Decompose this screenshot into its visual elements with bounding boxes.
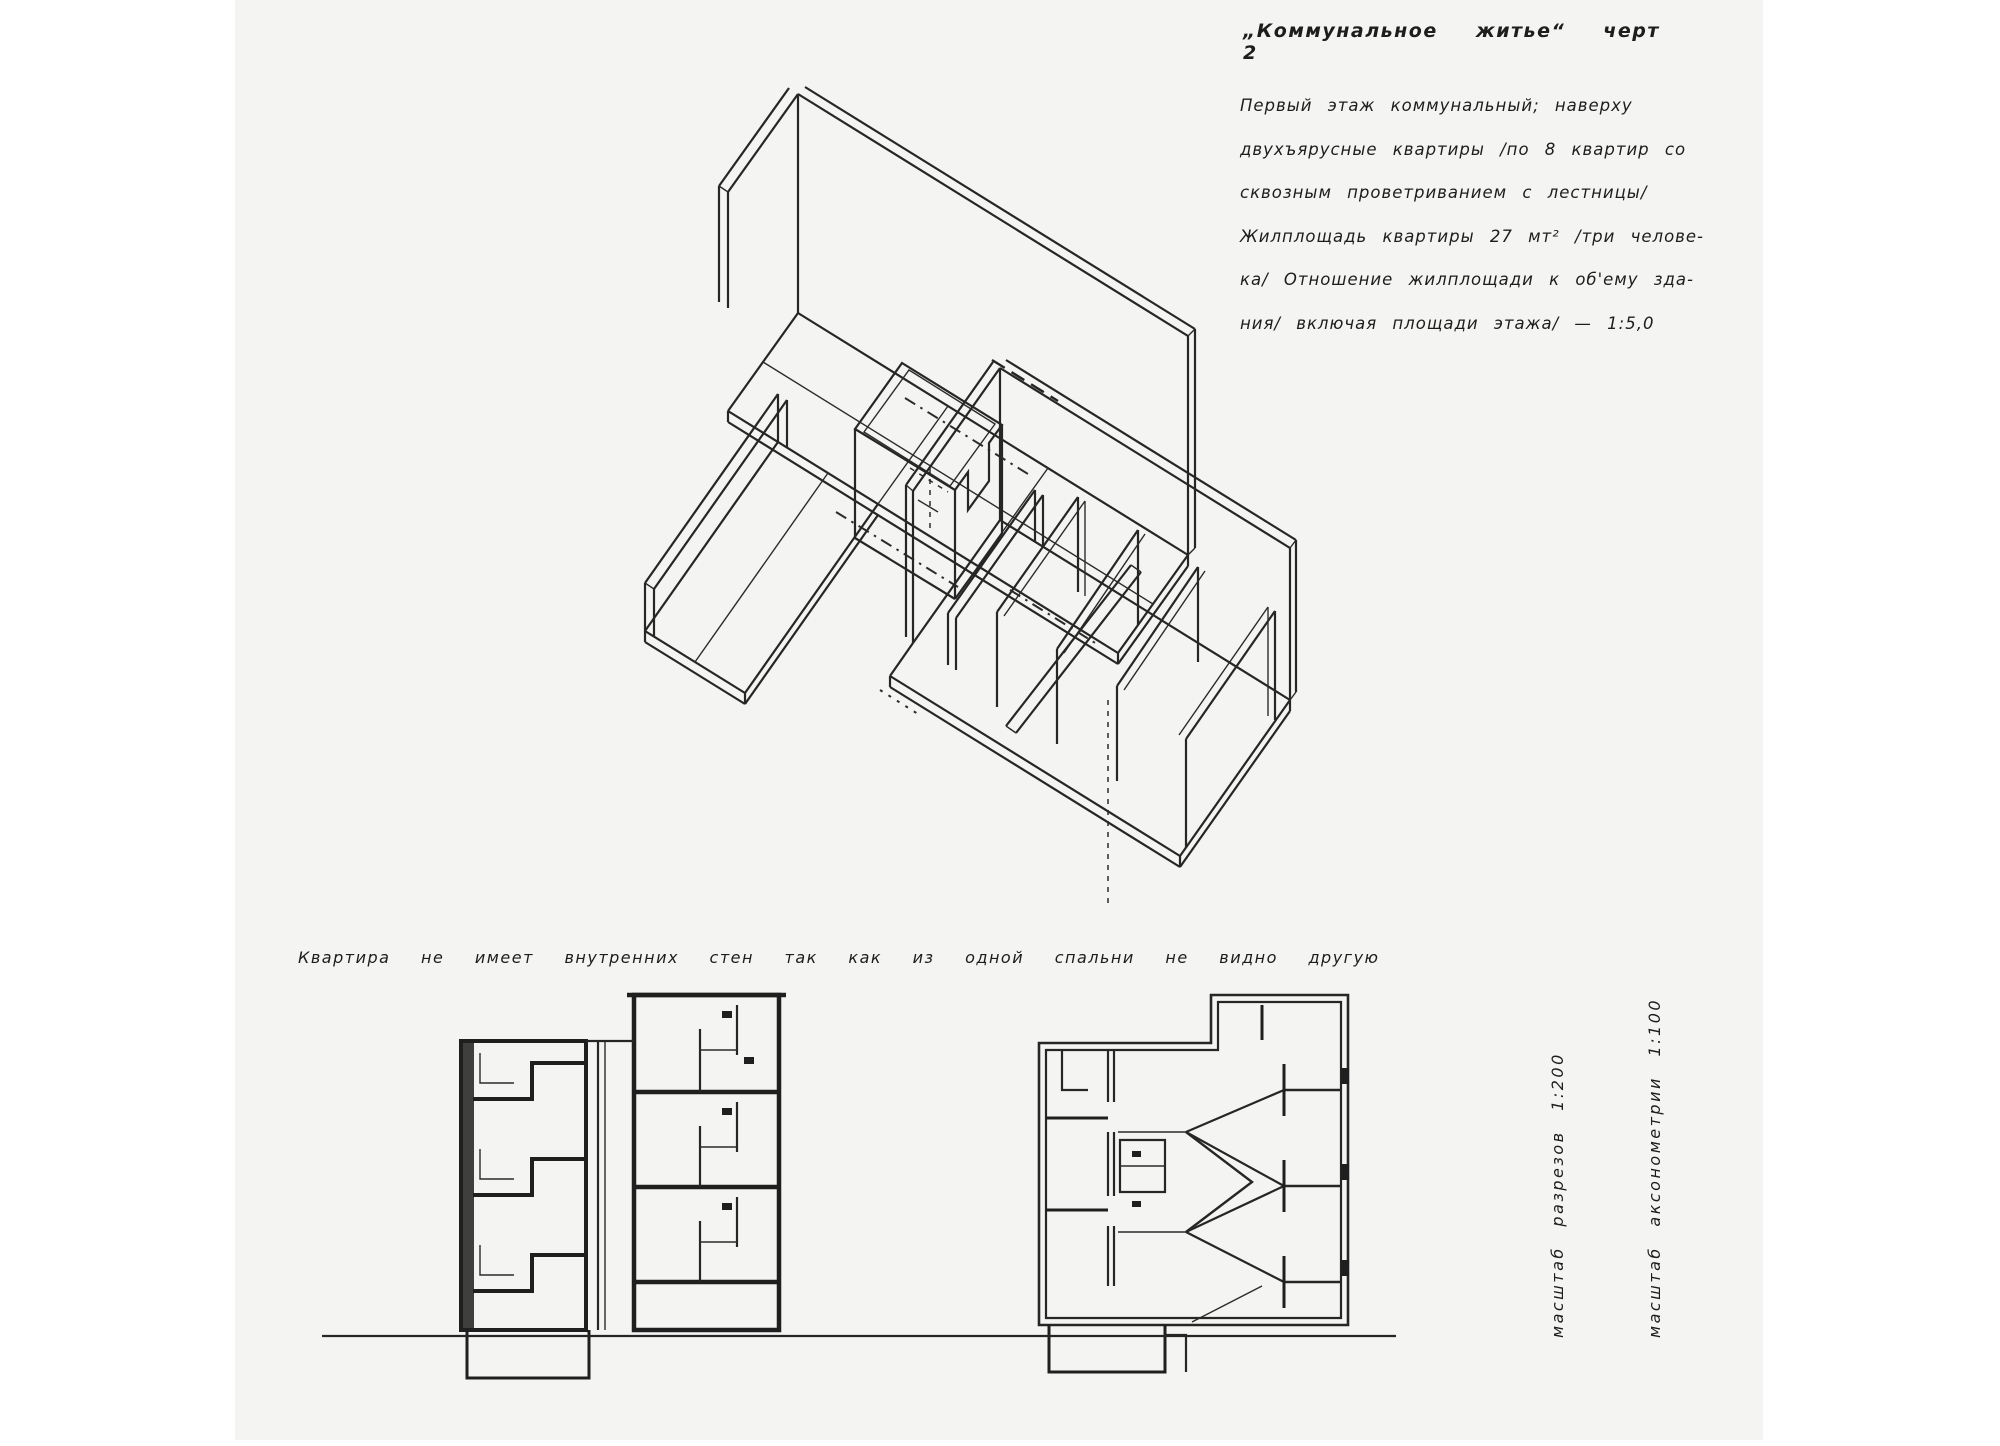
axonometric-upper-unit: [645, 87, 1195, 704]
plan-drawing: [1039, 995, 1349, 1372]
section-elevation-drawing: [461, 995, 786, 1378]
scale-label-sections: масштаб разрезов 1:200: [1548, 1052, 1567, 1338]
note-line: ка/ Отношение жилплощади к об'ему зда-: [1240, 270, 1694, 289]
caption-text: Квартира не имеет внутренних стен так как из одной спальни не видно другую: [298, 948, 1380, 967]
note-line: Первый этаж коммунальный; наверху: [1240, 96, 1633, 115]
sheet-title: „Коммунальное житье“ черт 2: [1243, 20, 1660, 64]
note-line: сквозным проветриванием с лестницы/: [1240, 183, 1648, 202]
note-line: ния/ включая площади этажа/ — 1:5,0: [1240, 313, 1655, 333]
scale-label-axonometry: масштаб аксонометрии 1:100: [1645, 997, 1664, 1338]
note-line: Жилплощадь квартиры 27 мт² /три челове-: [1240, 226, 1704, 246]
note-line: двухъярусные квартиры /по 8 квартир со: [1240, 139, 1687, 159]
notes-block: [1240, 96, 1704, 357]
axonometric-lower-unit: [890, 360, 1296, 905]
